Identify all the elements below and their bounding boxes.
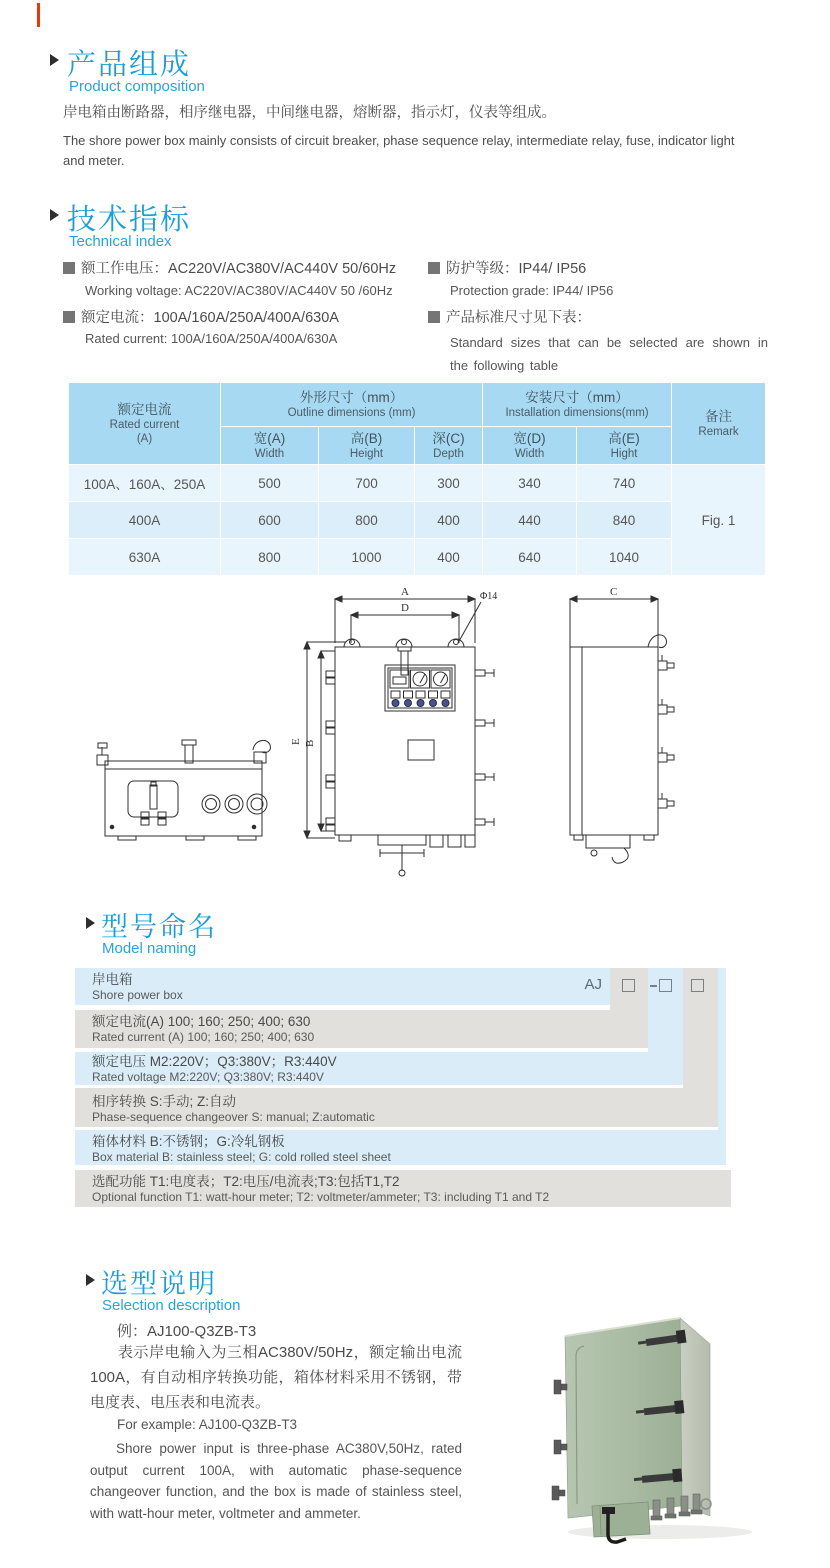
section3-title-en: Model naming — [102, 940, 197, 957]
table-cell: 600 — [221, 502, 319, 539]
subheader-height-b: 高(B) Height — [319, 427, 415, 465]
front-view-drawing — [290, 586, 497, 876]
product-photo — [540, 1308, 820, 1553]
bullet-square-icon — [428, 311, 440, 323]
model-row-cn: 选配功能 T1:电度表；T2:电压/电流表;T3:包括T1,T2 — [92, 1174, 400, 1189]
spec-protection-grade-en: Protection grade: IP44/ IP56 — [450, 283, 614, 298]
model-row-rated-voltage — [75, 1052, 683, 1085]
table-cell: 700 — [319, 465, 415, 502]
table-cell: 340 — [483, 465, 577, 502]
cabinet-side-face — [680, 1318, 710, 1516]
handle-base — [602, 1507, 615, 1514]
spec-working-voltage-cn: 额工作电压：AC220V/AC380V/AC440V 50/60Hz — [63, 257, 396, 278]
section1-title-en: Product composition — [69, 78, 205, 95]
selection-paragraph-en: Shore power input is three-phase AC380V,50Hz, rated output current 100A, with automatic phase-sequence changeover function, and the box is made of stainless steel, with watt-hour meter, voltmeter and ammeter. — [90, 1441, 462, 1521]
row-current-label: 100A、160A、250A — [69, 465, 221, 502]
placeholder-box-3 — [691, 979, 704, 992]
model-row-en: Optional function T1: watt-hour meter; T2: voltmeter/ammeter; T3: including T1 and T2 — [92, 1190, 550, 1204]
table-cell: 400 — [415, 539, 483, 576]
model-row-box-material — [75, 1130, 726, 1165]
composition-paragraph-cn: 岸电箱由断路器，相序继电器，中间继电器，熔断器，指示灯，仪表等组成。 — [63, 105, 556, 121]
model-naming-table — [75, 968, 731, 1208]
spec-rated-current-cn: 额定电流：100A/160A/250A/400A/630A — [63, 306, 339, 327]
control-panel-drawing — [385, 665, 455, 711]
svg-text:D: D — [401, 602, 409, 614]
model-row-cn: 额定电流(A) 100; 160; 250; 400; 630 — [92, 1014, 311, 1029]
svg-text:B: B — [304, 739, 316, 747]
latch-hardware — [552, 1380, 567, 1500]
dimension-table — [68, 382, 766, 576]
selection-example-cn: 例：AJ100-Q3ZB-T3 — [117, 1323, 257, 1340]
selection-paragraph-cn: 表示岸电输入为三相AC380V/50Hz，额定输出电流100A，有自动相序转换功能，箱体材料采用不锈钢，带电度表、电压表和电流表。 — [90, 1344, 462, 1411]
table-cell: 440 — [483, 502, 577, 539]
table-cell: 300 — [415, 465, 483, 502]
side-view-drawing — [570, 586, 674, 863]
table-cell: 800 — [319, 502, 415, 539]
subheader-height-e: 高(E) Hight — [577, 427, 672, 465]
svg-text:A: A — [401, 586, 409, 598]
section1-title-cn: 产品组成 — [67, 49, 192, 81]
section-arrow-icon — [86, 917, 95, 929]
remark-cell: Fig. 1 — [672, 465, 766, 576]
model-row-en: Rated current (A) 100; 160; 250; 400; 630 — [92, 1030, 315, 1044]
table-cell: 640 — [483, 539, 577, 576]
section4-title-en: Selection description — [102, 1297, 241, 1314]
subheader-width-d: 宽(D) Width — [483, 427, 577, 465]
header-rated-current: 额定电流 Rated current (A) — [69, 383, 221, 465]
table-row — [69, 539, 766, 576]
model-row-shore-power-box — [75, 968, 610, 1005]
section2-title-cn: 技术指标 — [67, 204, 192, 236]
table-cell: 500 — [221, 465, 319, 502]
model-row-en: Rated voltage M2:220V; Q3:380V; R3:440V — [92, 1070, 324, 1084]
subheader-depth-c: 深(C) Depth — [415, 427, 483, 465]
placeholder-box-1 — [622, 979, 635, 992]
bullet-square-icon — [428, 262, 440, 274]
svg-text:Φ14: Φ14 — [480, 591, 498, 602]
section4-title-cn: 选型说明 — [101, 1269, 217, 1299]
selection-example-en: For example: AJ100-Q3ZB-T3 — [117, 1417, 298, 1432]
table-cell: 1000 — [319, 539, 415, 576]
model-row-cn: 额定电压 M2:220V；Q3:380V；R3:440V — [92, 1054, 337, 1069]
subheader-width-a: 宽(A) Width — [221, 427, 319, 465]
model-row-rated-current — [75, 1010, 648, 1048]
section-arrow-icon — [50, 54, 59, 66]
bullet-square-icon — [63, 262, 75, 274]
header-outline-dimensions: 外形尺寸（mm） Outline dimensions (mm) — [221, 383, 483, 427]
model-prefix: AJ — [584, 976, 602, 993]
table-row — [69, 502, 766, 539]
model-row-en: Box material B: stainless steel; G: cold rolled steel sheet — [92, 1150, 391, 1164]
svg-text:E: E — [290, 738, 302, 745]
model-row-cn: 箱体材料 B:不锈钢；G:冷轧钢板 — [92, 1134, 285, 1149]
spec-standard-size-cn: 产品标准尺寸见下表： — [428, 306, 591, 327]
bullet-square-icon — [63, 311, 75, 323]
model-row-en: Phase-sequence changeover S: manual; Z:automatic — [92, 1110, 375, 1124]
section3-title-cn: 型号命名 — [101, 912, 217, 942]
section-arrow-icon — [86, 1274, 95, 1286]
model-row-cn: 岸电箱 — [92, 972, 133, 987]
table-cell: 400 — [415, 502, 483, 539]
model-row-optional-function — [75, 1170, 731, 1207]
placeholder-dash — [650, 985, 657, 987]
spec-standard-size-en: Standard sizes that can be selected are shown in the following table — [450, 335, 768, 373]
section2-title-en: Technical index — [69, 233, 172, 250]
svg-text:C: C — [610, 586, 618, 598]
table-cell: 740 — [577, 465, 672, 502]
table-cell: 800 — [221, 539, 319, 576]
model-row-cn: 相序转换 S:手动; Z:自动 — [92, 1094, 237, 1109]
red-corner-mark — [37, 3, 40, 27]
composition-paragraph-en: The shore power box mainly consists of circuit breaker, phase sequence relay, intermediate relay, fuse, indicator light and meter. — [63, 133, 735, 168]
header-installation-dimensions: 安装尺寸（mm） Installation dimensions(mm) — [483, 383, 672, 427]
row-current-label: 630A — [69, 539, 221, 576]
model-row-en: Shore power box — [92, 988, 183, 1002]
header-remark: 备注 Remark — [672, 383, 766, 465]
cabinet-front-face — [565, 1318, 682, 1518]
spec-protection-grade-cn: 防护等级：IP44/ IP56 — [428, 257, 586, 278]
row-current-label: 400A — [69, 502, 221, 539]
placeholder-box-2 — [659, 979, 672, 992]
section-arrow-icon — [50, 209, 59, 221]
spec-rated-current-en: Rated current: 100A/160A/250A/400A/630A — [85, 331, 338, 346]
table-cell: 840 — [577, 502, 672, 539]
outline-drawing — [88, 585, 708, 885]
spec-working-voltage-en: Working voltage: AC220V/AC380V/AC440V 50 /60Hz — [85, 283, 393, 298]
top-view-drawing — [97, 740, 270, 840]
table-cell: 1040 — [577, 539, 672, 576]
table-row — [69, 465, 766, 502]
model-row-phase-sequence — [75, 1088, 718, 1127]
